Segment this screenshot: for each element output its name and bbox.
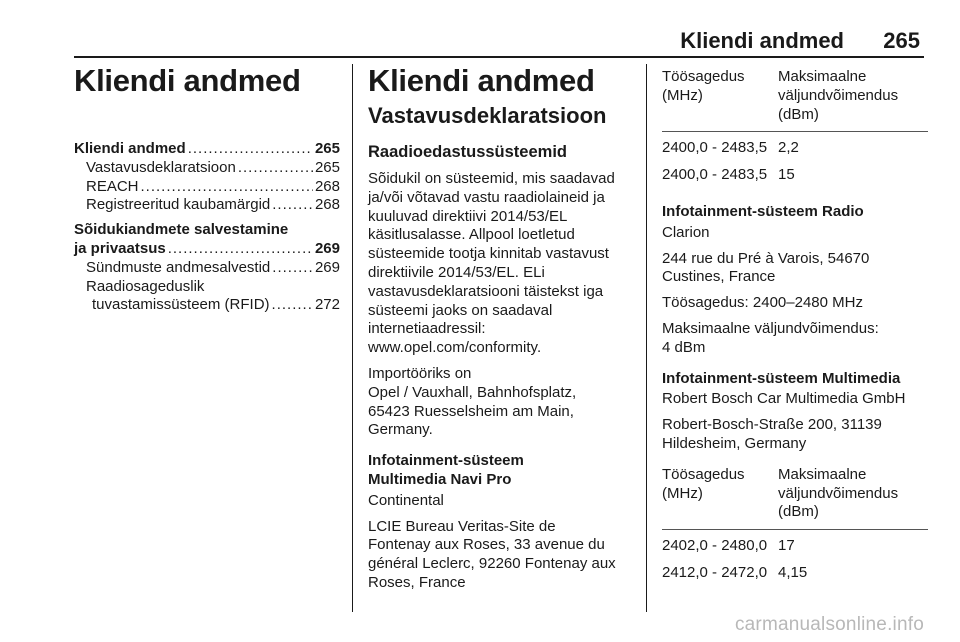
- table-header: Maksimaalne väljundvõimendus (dBm): [778, 465, 899, 521]
- frequency-text: Töösagedus: 2400–2480 MHz: [662, 294, 863, 312]
- chapter-title: Kliendi andmed: [74, 63, 301, 98]
- watermark: carmanualsonline.info: [734, 614, 924, 635]
- system-heading: Infotainment-süsteem Multimedia: [662, 369, 901, 387]
- paragraph: Importööriks on Opel / Vauxhall, Bahnhofsplatz, 65423 Ruesselsheim am Main, Germany.: [368, 364, 577, 439]
- toc-entry[interactable]: ja privaatsus ..... 269: [74, 240, 340, 259]
- toc-entry-line[interactable]: Raadiosageduslik: [86, 277, 205, 295]
- toc-entry[interactable]: Vastavusdeklaratsioon ..... 265: [74, 159, 340, 178]
- chapter-heading: Kliendi andmed: [368, 63, 595, 98]
- header-rule: [74, 56, 924, 58]
- paragraph: Sõidukil on süsteemid, mis saadavad ja/või võtavad vastu raadiolaineid ja kuuluvad direktiivi 2014/53/EL käsitlusalasse. Allpool loetletud süsteemide tootja kinnitab vastavust direktiivile 2014/53/EL. ELi vastavusdeklaratsiooni täistekst iga süsteemi jaoks on saadaval internetiaadressil: www.opel.com/conformity.: [368, 170, 636, 358]
- system-heading: Infotainment-süsteem Multimedia Navi Pro: [368, 452, 524, 488]
- power-text: Maksimaalne väljundvõimendus: 4 dBm: [662, 319, 879, 356]
- toc-entry[interactable]: Kliendi andmed ..... 265: [74, 140, 340, 159]
- table-row: 2412,0 - 2472,0 4,15: [662, 563, 808, 581]
- toc-entry[interactable]: tuvastamissüsteem (RFID) ..... 272: [74, 296, 340, 315]
- page-header: [0, 26, 960, 56]
- table-header: Töösagedus (MHz): [662, 465, 745, 502]
- manufacturer: Clarion: [662, 223, 710, 241]
- section-heading: Vastavusdeklaratsioon: [368, 103, 607, 128]
- system-heading: Infotainment-süsteem Radio: [662, 202, 864, 220]
- toc-entry[interactable]: Registreeritud kaubamärgid ..... 268: [74, 196, 340, 215]
- address: 244 rue du Pré à Varois, 54670 Custines, France: [662, 249, 870, 286]
- manufacturer: Continental: [368, 491, 444, 509]
- toc-column: [74, 62, 340, 315]
- header-title: Kliendi andmed: [680, 28, 844, 53]
- spec-table: [662, 68, 928, 189]
- url-text: www.opel.com/conformity.: [368, 339, 542, 357]
- address: Robert-Bosch-Straße 200, 31139 Hildesheim, Germany: [662, 416, 882, 452]
- manufacturer: Robert Bosch Car Multimedia GmbH: [662, 390, 906, 408]
- table-header: Töösagedus (MHz): [662, 68, 745, 104]
- toc-entry[interactable]: REACH ..... 268: [74, 178, 340, 197]
- column-divider-2: [646, 64, 647, 612]
- paragraph: LCIE Bureau Veritas-Site de Fontenay aux Roses, 33 avenue du général Leclerc, 92260 Fontenay aux Roses, France: [368, 517, 616, 591]
- table-row: 2400,0 - 2483,5 2,2: [662, 139, 799, 157]
- table-row: 2400,0 - 2483,5 15: [662, 166, 795, 184]
- toc-entry[interactable]: Sündmuste andmesalvestid ..... 269: [74, 259, 340, 278]
- subsection-heading: Raadioedastussüsteemid: [368, 143, 567, 161]
- table-header: Maksimaalne väljundvõimendus (dBm): [778, 68, 899, 123]
- table-row: 2402,0 - 2480,0 17: [662, 537, 795, 555]
- toc-entry-line[interactable]: Sõidukiandmete salvestamine: [74, 221, 289, 239]
- page-number: 265: [883, 28, 920, 53]
- content-column-2: [368, 62, 636, 593]
- column-divider-1: [352, 64, 353, 612]
- spec-table: [662, 466, 928, 587]
- content-column-3: [662, 68, 928, 587]
